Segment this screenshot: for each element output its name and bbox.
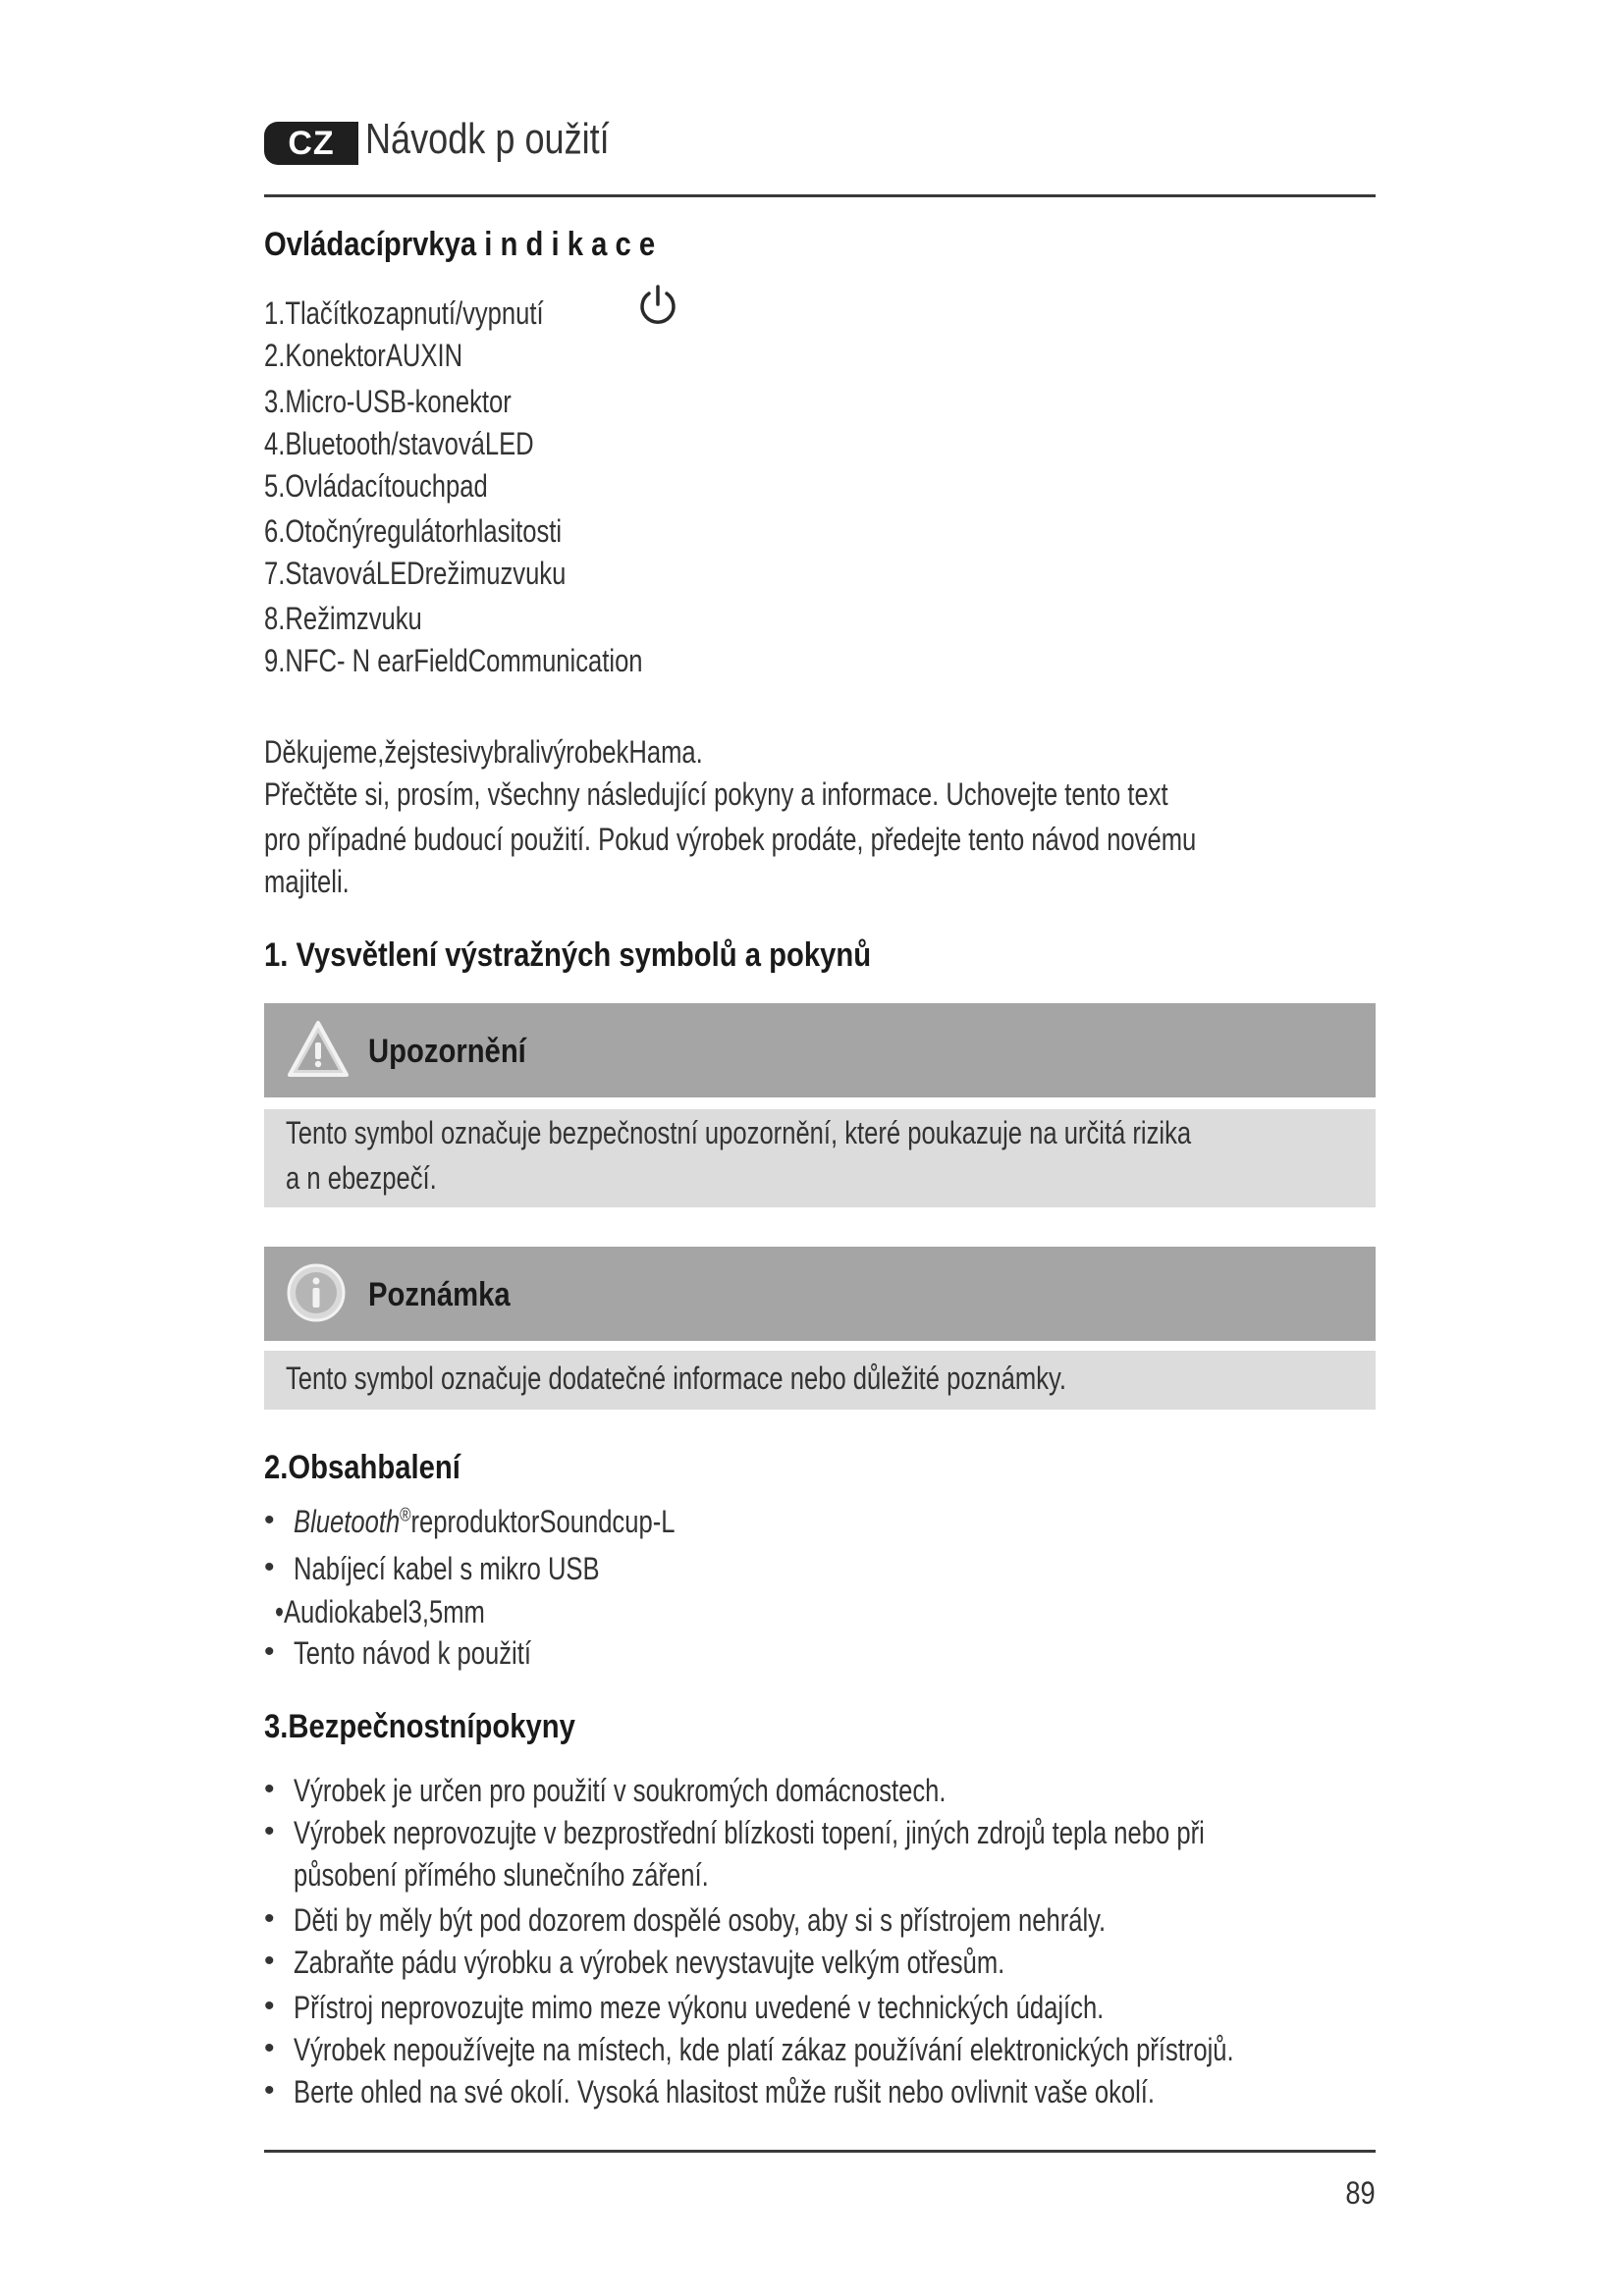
control-item: 5.Ovládacítouchpad [264,468,488,504]
note-body [264,1351,1376,1410]
warning-header [264,1003,1376,1097]
package-item: •Audiokabel3,5mm [275,1594,485,1629]
warning-text-line: a n ebezpečí. [286,1160,437,1196]
page-number: 89 [1345,2175,1376,2211]
control-item: 1.Tlačítkozapnutí/vypnutí [264,295,544,331]
power-icon [636,284,679,327]
safety-item-text: Výrobek je určen pro použití v soukromých domácnostech. [294,1773,947,1808]
bluetooth-label: Bluetooth [294,1504,401,1539]
controls-heading: Ovládacíprvkya i n d i k a c e [264,226,656,263]
bullet: • [264,2032,275,2064]
control-item: 6.Otočnýregulátorhlasitosti [264,513,563,549]
safety-item-text: Přístroj neprovozujte mimo meze výkonu uvedené v technických údajích. [294,1990,1105,2025]
section-heading: 3.Bezpečnostnípokyny [264,1708,575,1745]
control-item: 2.KonektorAUXIN [264,338,463,373]
package-item-text: reproduktorSoundcup-L [410,1504,676,1539]
bullet: • [264,1773,275,1805]
document-title: Návodk p oužití [365,115,610,163]
bullet: • [264,1504,275,1536]
intro-line: majiteli. [264,864,350,899]
section-heading: 2.Obsahbalení [264,1449,460,1486]
note-header [264,1247,1376,1341]
note-text-line: Tento symbol označuje dodatečné informace nebo důležité poznámky. [286,1361,1067,1396]
safety-item-text: Zabraňte pádu výrobku a výrobek nevystavujte velkým otřesům. [294,1945,1005,1980]
control-item: 3.Micro-USB-konektor [264,384,512,419]
control-item: 8.Režimzvuku [264,601,422,636]
warning-triangle-icon [286,1019,351,1080]
registered-mark: ® [400,1505,411,1526]
section-heading: 1. Vysvětlení výstražných symbolů a pokynů [264,936,872,974]
intro-line: Děkujeme,žejstesivybralivýrobekHama. [264,734,703,770]
bullet: • [264,1635,275,1668]
note-title: Poznámka [368,1276,511,1313]
safety-item-text: Děti by měly být pod dozorem dospělé osoby, aby si s přístrojem nehrály. [294,1902,1107,1938]
control-item: 7.StavováLEDrežimuzvuku [264,556,567,591]
language-badge: CZ [264,122,358,165]
info-icon [286,1262,347,1323]
safety-item-text: Výrobek neprovozujte v bezprostřední blízkosti topení, jiných zdrojů tepla nebo při [294,1815,1205,1850]
package-item-text: Nabíjecí kabel s mikro USB [294,1551,600,1586]
warning-text-line: Tento symbol označuje bezpečnostní upozornění, které poukazuje na určitá rizika [286,1115,1192,1150]
bullet: • [264,1815,275,1847]
bullet: • [264,1945,275,1977]
warning-body [264,1109,1376,1207]
control-item: 9.NFC- N earFieldCommunication [264,643,643,678]
safety-item-text: Berte ohled na své okolí. Vysoká hlasitost může rušit nebo ovlivnit vaše okolí. [294,2074,1156,2109]
safety-item-text-continued: působení přímého slunečního záření. [294,1857,709,1893]
package-item-text: Tento návod k použití [294,1635,531,1671]
intro-line: pro případné budoucí použití. Pokud výrobek prodáte, předejte tento návod novému [264,822,1197,857]
bullet: • [264,2074,275,2107]
warning-title: Upozornění [368,1033,526,1070]
bullet: • [264,1902,275,1935]
intro-line: Přečtěte si, prosím, všechny následující pokyny a informace. Uchovejte tento text [264,776,1168,812]
bullet: • [264,1990,275,2022]
safety-item-text: Výrobek nepoužívejte na místech, kde platí zákaz používání elektronických přístrojů. [294,2032,1234,2067]
control-item: 4.Bluetooth/stavováLED [264,426,534,461]
footer-rule [264,2150,1376,2153]
header-rule [264,194,1376,197]
bullet: • [264,1551,275,1583]
